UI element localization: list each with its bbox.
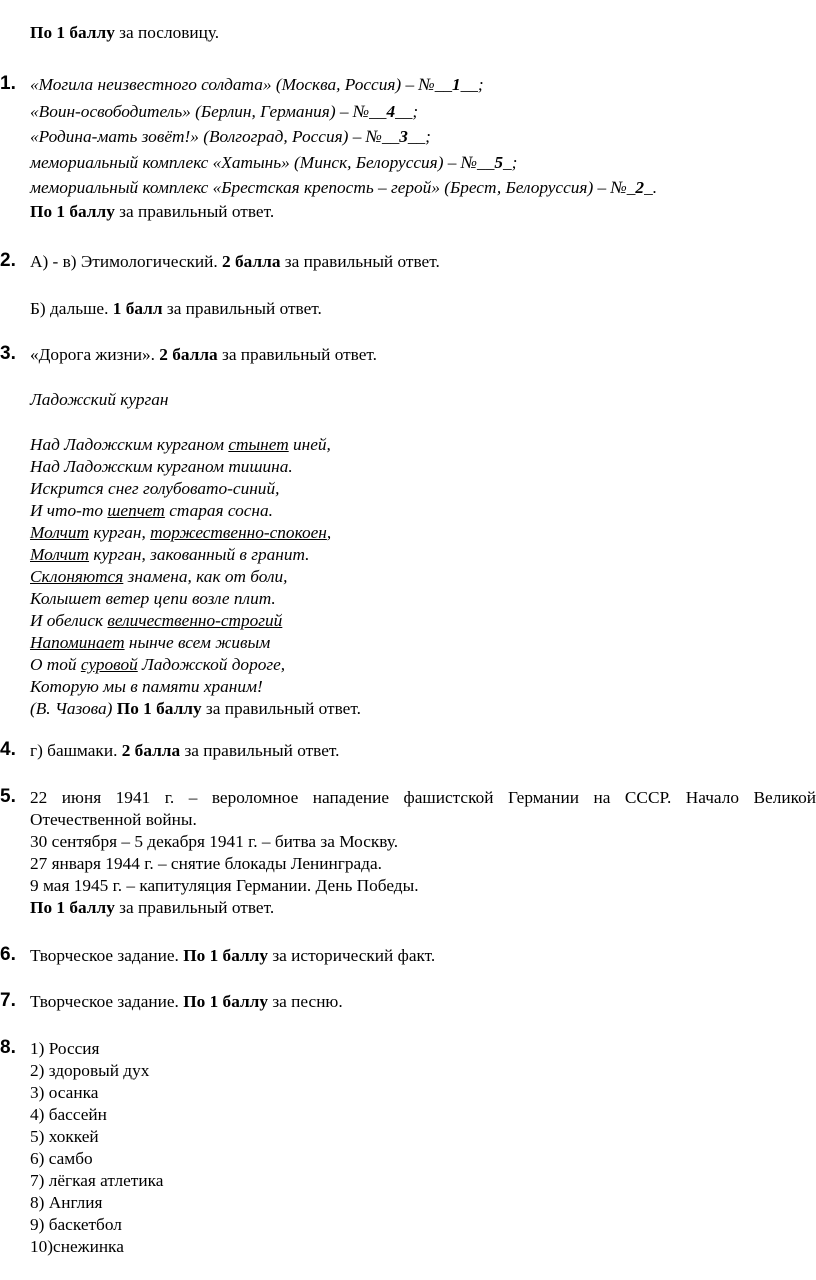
poem-line-12: Которую мы в памяти храним!: [30, 677, 263, 696]
q5-line-5: 9 мая 1945 г. – капитуляция Германии. День Победы.: [30, 876, 419, 895]
q1-line-3: «Родина-мать зовёт!» (Волгоград, Россия) – №__3__;: [30, 127, 431, 146]
list-item: 9) баскетбол: [30, 1215, 122, 1234]
q5-score: По 1 баллу за правильный ответ.: [30, 898, 275, 917]
q6-answer: Творческое задание. По 1 баллу за исторический факт.: [30, 946, 436, 965]
q1-line-4: мемориальный комплекс «Хатынь» (Минск, Белоруссия) – №__5_;: [30, 153, 518, 172]
q1-line-1: «Могила неизвестного солдата» (Москва, Россия) – №__1__;: [30, 75, 484, 94]
list-item: 5) хоккей: [30, 1127, 99, 1146]
poem-line-10: Напоминает нынче всем живым: [30, 633, 271, 652]
q2-answer-a: А) - в) Этимологический. 2 балла за правильный ответ.: [30, 252, 440, 271]
list-item: 10)снежинка: [30, 1237, 124, 1256]
poem-line-3: Искрится снег голубовато-синий,: [30, 479, 280, 498]
list-item: 6) самбо: [30, 1149, 93, 1168]
q2-answer-b: Б) дальше. 1 балл за правильный ответ.: [30, 299, 322, 318]
poem-line-11: О той суровой Ладожской дороге,: [30, 655, 286, 674]
poem-line-1: Над Ладожским курганом стынет иней,: [30, 435, 331, 454]
list-item: 7) лёгкая атлетика: [30, 1171, 164, 1190]
poem-line-7: Склоняются знамена, как от боли,: [30, 567, 288, 586]
q1-line-5: мемориальный комплекс «Брестская крепость – герой» (Брест, Белоруссия) – №_2_.: [30, 178, 658, 197]
poem-line-4: И что-то шепчет старая сосна.: [30, 501, 273, 520]
q7-answer: Творческое задание. По 1 баллу за песню.: [30, 992, 343, 1011]
q5-line-2: Отечественной войны.: [30, 810, 197, 829]
poem-line-6: Молчит курган, закованный в гранит.: [30, 545, 310, 564]
q1-score: По 1 баллу за правильный ответ.: [30, 202, 275, 221]
poem-line-2: Над Ладожским курганом тишина.: [30, 457, 293, 476]
intro-line: По 1 баллу за пословицу.: [30, 23, 220, 42]
q5-line-1: 22 июня 1941 г. – вероломное нападение фашистской Германии на СССР. Начало Великой: [30, 788, 816, 807]
q5-line-4: 27 января 1944 г. – снятие блокады Ленинграда.: [30, 854, 382, 873]
poem-author-score: (В. Чазова) По 1 баллу за правильный ответ.: [30, 699, 361, 718]
poem-line-8: Колышет ветер цепи возле плит.: [30, 589, 276, 608]
list-item: 2) здоровый дух: [30, 1061, 150, 1080]
question-number-1: 1.: [0, 73, 16, 94]
list-item: 3) осанка: [30, 1083, 99, 1102]
question-number-2: 2.: [0, 250, 16, 271]
question-number-4: 4.: [0, 739, 16, 760]
list-item: 4) бассейн: [30, 1105, 107, 1124]
poem-line-9: И обелиск величественно-строгий: [30, 611, 283, 630]
q4-answer: г) башмаки. 2 балла за правильный ответ.: [30, 741, 340, 760]
list-item: 8) Англия: [30, 1193, 103, 1212]
list-item: 1) Россия: [30, 1039, 100, 1058]
question-number-6: 6.: [0, 944, 16, 965]
poem-line-5: Молчит курган, торжественно-спокоен,: [30, 523, 332, 542]
question-number-5: 5.: [0, 786, 16, 807]
q5-line-3: 30 сентября – 5 декабря 1941 г. – битва за Москву.: [30, 832, 399, 851]
question-number-8: 8.: [0, 1037, 16, 1058]
q1-line-2: «Воин-освободитель» (Берлин, Германия) – №__4__;: [30, 102, 419, 121]
q3-answer: «Дорога жизни». 2 балла за правильный ответ.: [30, 345, 377, 364]
poem-title: Ладожский курган: [30, 390, 169, 409]
question-number-7: 7.: [0, 990, 16, 1011]
question-number-3: 3.: [0, 343, 16, 364]
